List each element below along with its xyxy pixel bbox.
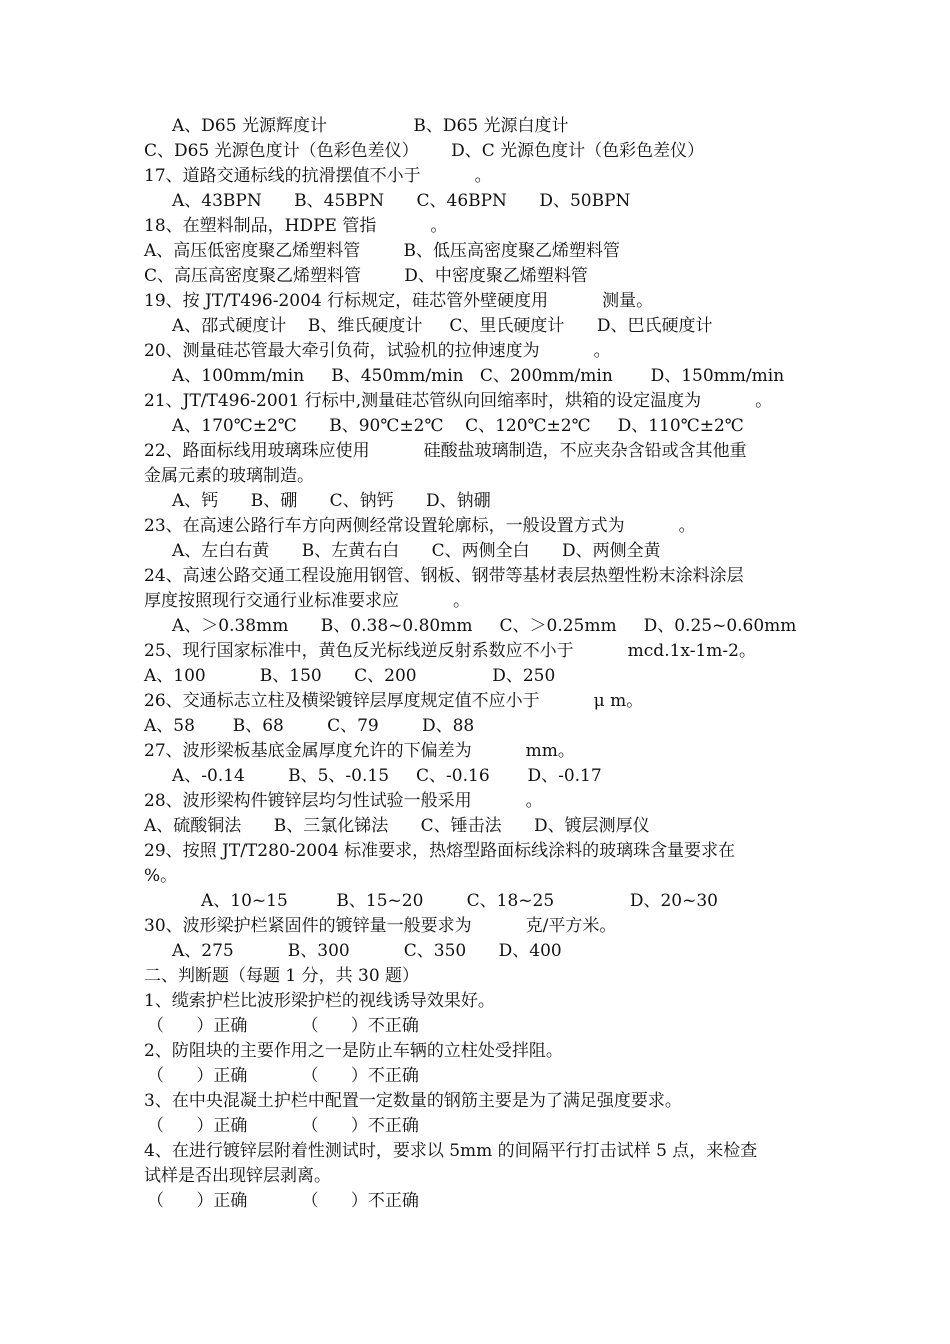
q22-stem-line1: 22、路面标线用玻璃珠应使用 硅酸盐玻璃制造，不应夹杂含铅或含其他重: [144, 441, 747, 461]
q16-options-cd: C、D65 光源色度计（色彩色差仪） D、C 光源色度计（色彩色差仪）: [144, 141, 705, 161]
q21-stem: 21、JT/T496-2001 行标中,测量硅芯管纵向回缩率时，烘箱的设定温度为 。: [144, 391, 773, 411]
q18-options-cd: C、高压高密度聚乙烯塑料管 D、中密度聚乙烯塑料管: [144, 266, 588, 286]
q18-stem: 18、在塑料制品，HDPE 管指 。: [144, 216, 448, 236]
j4-stem-line1: 4、在进行镀锌层附着性测试时，要求以 5mm 的间隔平行打击试样 5 点，来检查: [144, 1141, 758, 1161]
q23-stem: 23、在高速公路行车方向两侧经常设置轮廓标，一般设置方式为 。: [144, 516, 696, 536]
q26-options: A、58 B、68 C、79 D、88: [144, 716, 475, 736]
q17-options: A、43BPN B、45BPN C、46BPN D、50BPN: [172, 191, 631, 211]
q29-stem-line1: 29、按照 JT/T280-2004 标准要求，热熔型路面标线涂料的玻璃珠含量要求在: [144, 841, 736, 861]
q24-stem-line1: 24、高速公路交通工程设施用钢管、钢板、钢带等基材表层热塑性粉末涂料涂层: [144, 566, 744, 586]
q28-options: A、硫酸铜法 B、三氯化锑法 C、锤击法 D、镀层测厚仪: [144, 816, 650, 836]
j1-stem: 1、缆索护栏比波形梁护栏的视线诱导效果好。: [144, 991, 495, 1011]
q24-options: A、＞0.38mm B、0.38~0.80mm C、＞0.25mm D、0.25~0.60mm: [172, 616, 797, 636]
q23-options: A、左白右黄 B、左黄右白 C、两侧全白 D、两侧全黄: [172, 541, 661, 561]
q20-options: A、100mm/min B、450mm/min C、200mm/min D、150mm/min: [172, 366, 785, 386]
q28-stem: 28、波形梁构件镀锌层均匀性试验一般采用 。: [144, 791, 543, 811]
q22-options: A、钙 B、硼 C、钠钙 D、钠硼: [172, 491, 491, 511]
q27-stem: 27、波形梁板基底金属厚度允许的下偏差为 mm。: [144, 741, 575, 761]
q16-options-ab: A、D65 光源辉度计 B、D65 光源白度计: [172, 116, 569, 136]
j1-answer-options: （ ）正确 （ ）不正确: [147, 1016, 419, 1036]
q20-stem: 20、测量硅芯管最大牵引负荷，试验机的拉伸速度为 。: [144, 341, 611, 361]
q30-options: A、275 B、300 C、350 D、400: [172, 941, 562, 961]
q18-options-ab: A、高压低密度聚乙烯塑料管 B、低压高密度聚乙烯塑料管: [144, 241, 620, 261]
j3-stem: 3、在中央混凝土护栏中配置一定数量的钢筋主要是为了满足强度要求。: [144, 1091, 682, 1111]
q29-stem-line2: %。: [144, 866, 178, 886]
q17-stem: 17、道路交通标线的抗滑摆值不小于 。: [144, 166, 492, 186]
q25-options: A、100 B、150 C、200 D、250: [144, 666, 556, 686]
q26-stem: 26、交通标志立柱及横梁镀锌层厚度规定值不应小于 μ m。: [144, 691, 644, 711]
q30-stem: 30、波形梁护栏紧固件的镀锌量一般要求为 克/平方米。: [144, 916, 617, 936]
q21-options: A、170℃±2℃ B、90℃±2℃ C、120℃±2℃ D、110℃±2℃: [172, 416, 744, 436]
j4-answer-options: （ ）正确 （ ）不正确: [147, 1191, 419, 1211]
q22-stem-line2: 金属元素的玻璃制造。: [144, 466, 314, 486]
j2-stem: 2、防阻块的主要作用之一是防止车辆的立柱处受拌阻。: [144, 1041, 563, 1061]
q24-stem-line2: 厚度按照现行交通行业标准要求应 。: [144, 591, 471, 611]
j4-stem-line2: 试样是否出现锌层剥离。: [144, 1166, 331, 1186]
j3-answer-options: （ ）正确 （ ）不正确: [147, 1116, 419, 1136]
q25-stem: 25、现行国家标准中，黄色反光标线逆反射系数应不小于 mcd.1x-1m-2。: [144, 641, 756, 661]
q29-options: A、10~15 B、15~20 C、18~25 D、20~30: [201, 891, 718, 911]
q27-options: A、-0.14 B、5、-0.15 C、-0.16 D、-0.17: [172, 766, 602, 786]
j2-answer-options: （ ）正确 （ ）不正确: [147, 1066, 419, 1086]
section-heading-judgement: 二、判断题（每题 1 分，共 30 题）: [144, 966, 420, 986]
q19-options: A、邵式硬度计 B、维氏硬度计 C、里氏硬度计 D、巴氏硬度计: [172, 316, 713, 336]
q19-stem: 19、按 JT/T496-2004 行标规定，硅芯管外壁硬度用 测量。: [144, 291, 654, 311]
